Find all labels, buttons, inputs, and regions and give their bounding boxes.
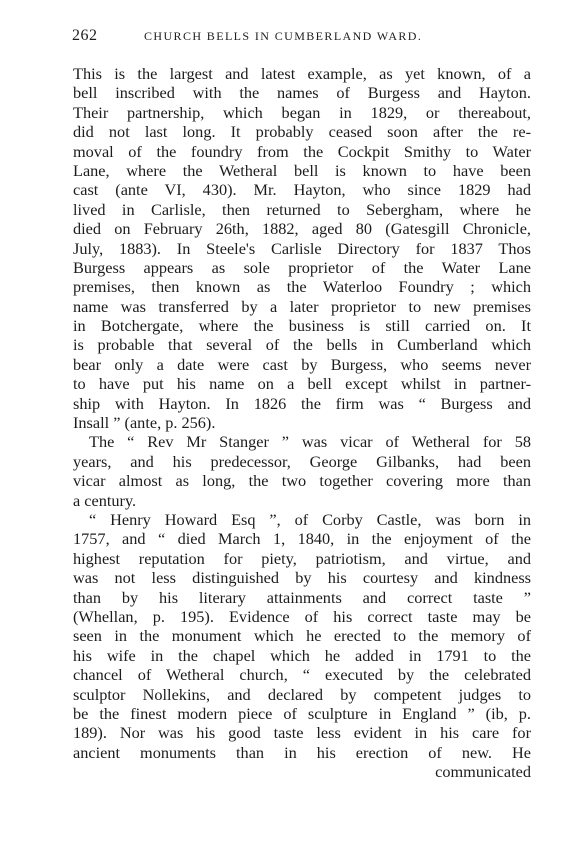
text-line: The “ Rev Mr Stanger ” was vicar of Wetheral for 58: [89, 432, 531, 452]
text-line: bear only a date were cast by Burgess, who seems never: [73, 354, 531, 374]
text-line: be the finest modern piece of sculpture in England ” (ib, p.: [73, 703, 531, 723]
text-line: Insall ” (ante, p. 256).: [73, 413, 216, 433]
text-line: seen in the monument which he erected to the memory of: [73, 626, 531, 646]
text-line: premises, then known as the Waterloo Foundry ; which: [73, 277, 531, 297]
text-line: died on February 26th, 1882, aged 80 (Gatesgill Chronicle,: [73, 219, 531, 239]
text-line: his wife in the chapel which he added in 1791 to the: [73, 645, 531, 665]
body-text: [73, 64, 531, 781]
text-line: Lane, where the Wetheral bell is known to have been: [73, 160, 531, 180]
text-line: This is the largest and latest example, as yet known, of a: [73, 64, 531, 83]
text-line: ship with Hayton. In 1826 the firm was “ Burgess and: [73, 393, 531, 413]
text-line: Their partnership, which began in 1829, or thereabout,: [73, 102, 531, 122]
text-line: name was transferred by a later proprietor to new premises: [73, 296, 531, 316]
running-head: [72, 27, 534, 47]
text-line: highest reputation for piety, patriotism, and virtue, and: [73, 548, 531, 568]
text-line: to have put his name on a bell except whilst in partner-: [73, 374, 531, 394]
text-line: lived in Carlisle, then returned to Sebergham, where he: [73, 199, 531, 219]
text-line: a century.: [73, 490, 137, 510]
text-line: than by his literary attainments and correct taste ”: [73, 587, 531, 607]
running-title: CHURCH BELLS IN CUMBERLAND WARD.: [144, 29, 423, 43]
text-line: 1757, and “ died March 1, 1840, in the enjoyment of the: [73, 529, 531, 549]
text-line: did not last long. It probably ceased soon after the re-: [73, 122, 531, 142]
text-line: moval of the foundry from the Cockpit Smithy to Water: [73, 141, 531, 161]
text-line: in Botchergate, where the business is still carried on. It: [73, 316, 531, 336]
text-line: bell inscribed with the names of Burgess and Hayton.: [73, 83, 531, 103]
text-line: years, and his predecessor, George Gilbanks, had been: [73, 451, 531, 471]
text-line: vicar almost as long, the two together covering more than: [73, 471, 531, 491]
text-line: was not less distinguished by his courtesy and kindness: [73, 568, 531, 588]
text-line: cast (ante VI, 430). Mr. Hayton, who since 1829 had: [73, 180, 531, 200]
text-line: July, 1883). In Steele's Carlisle Directory for 1837 Thos: [73, 238, 531, 258]
text-line: ancient monuments than in his erection of new. He: [73, 742, 531, 762]
text-line: chancel of Wetheral church, “ executed by the celebrated: [73, 665, 531, 685]
text-line: (Whellan, p. 195). Evidence of his correct taste may be: [73, 606, 531, 626]
text-line: is probable that several of the bells in Cumberland which: [73, 335, 531, 355]
page-number: 262: [72, 27, 98, 44]
text-line: 189). Nor was his good taste less evident in his care for: [73, 723, 531, 743]
text-line: communicated: [435, 762, 531, 782]
text-line: sculptor Nollekins, and declared by competent judges to: [73, 684, 531, 704]
text-line: “ Henry Howard Esq ”, of Corby Castle, was born in: [89, 509, 531, 529]
text-line: Burgess appears as sole proprietor of the Water Lane: [73, 257, 531, 277]
